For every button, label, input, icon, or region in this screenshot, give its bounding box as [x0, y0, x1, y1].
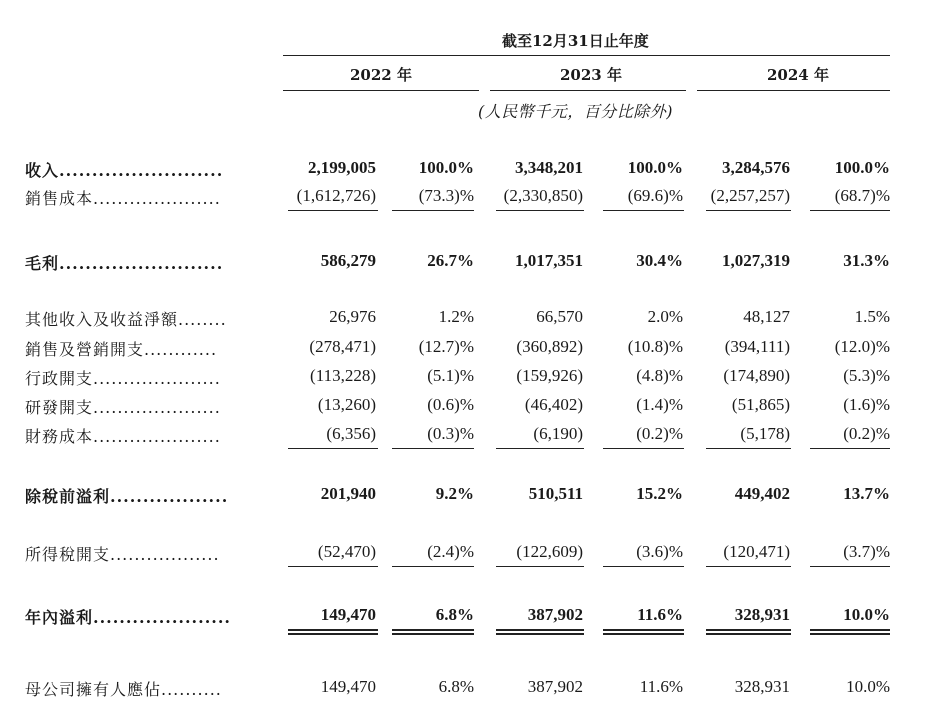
cell-value: (52,470) [317, 542, 376, 561]
subtotal-rule [603, 566, 684, 567]
cell-value: (0.6)% [427, 395, 474, 414]
cell-value: 3,348,201 [515, 158, 583, 177]
year-header-2024: 2024 年 [767, 66, 829, 84]
cell-value: 31.3% [843, 251, 890, 270]
cell-value: (46,402) [524, 395, 583, 414]
cell-value: 449,402 [734, 484, 790, 503]
cell-value: 201,940 [320, 484, 376, 503]
total-double-rule [706, 629, 791, 635]
cell-value: (1.4)% [636, 395, 683, 414]
subtotal-rule [706, 210, 791, 211]
cell-value: (113,228) [310, 366, 376, 385]
year-header-2022: 2022 年 [350, 66, 412, 84]
cell-value: 15.2% [636, 484, 683, 503]
total-double-rule [810, 629, 890, 635]
cell-value: 586,279 [320, 251, 376, 270]
cell-value: (0.2)% [636, 424, 683, 443]
cell-value: 2,199,005 [308, 158, 376, 177]
cell-value: (4.8)% [636, 366, 683, 385]
cell-value: (51,865) [731, 395, 790, 414]
subtotal-rule [392, 448, 474, 449]
cell-value: 2.0% [647, 307, 683, 326]
year-underline-2023 [490, 90, 686, 91]
subtotal-rule [496, 566, 584, 567]
cell-value: (120,471) [723, 542, 790, 561]
cell-value: 26,976 [329, 307, 376, 326]
cell-value: (174,890) [723, 366, 790, 385]
cell-value: (69.6)% [627, 186, 683, 205]
cell-value: (2,257,257) [710, 186, 790, 205]
cell-value: 11.6% [637, 605, 683, 624]
cell-value: 149,470 [320, 677, 376, 696]
subtotal-rule [603, 448, 684, 449]
cell-value: (122,609) [516, 542, 583, 561]
period-underline [283, 55, 890, 56]
cell-value: 387,902 [527, 605, 583, 624]
row-label: 母公司擁有人應佔.......... [25, 680, 222, 699]
cell-value: (2.4)% [427, 542, 474, 561]
cell-value: 10.0% [846, 677, 890, 696]
year-underline-2022 [283, 90, 479, 91]
subtotal-rule [810, 448, 890, 449]
row-label: 研發開支..................... [25, 398, 221, 417]
cell-value: 6.8% [438, 677, 474, 696]
cell-value: 1.5% [854, 307, 890, 326]
row-label: 年內溢利..................... [25, 608, 231, 627]
cell-value: 100.0% [834, 158, 890, 177]
cell-value: (1.6)% [843, 395, 890, 414]
row-label: 銷售成本..................... [25, 189, 221, 208]
row-label: 其他收入及收益淨額........ [25, 310, 227, 329]
cell-value: (159,926) [516, 366, 583, 385]
cell-value: 100.0% [627, 158, 683, 177]
cell-value: 10.0% [843, 605, 890, 624]
cell-value: (278,471) [309, 337, 376, 356]
cell-value: 6.8% [435, 605, 474, 624]
row-label: 除稅前溢利.................. [25, 487, 229, 506]
total-double-rule [496, 629, 584, 635]
cell-value: 9.2% [435, 484, 474, 503]
unit-note: (人民幣千元，百分比除外) [478, 102, 673, 121]
cell-value: 1,017,351 [515, 251, 583, 270]
subtotal-rule [392, 210, 474, 211]
subtotal-rule [392, 566, 474, 567]
cell-value: (0.2)% [843, 424, 890, 443]
period-header: 截至12月31日止年度 [502, 32, 649, 50]
cell-value: (3.6)% [636, 542, 683, 561]
cell-value: (6,356) [326, 424, 376, 443]
cell-value: (0.3)% [427, 424, 474, 443]
total-double-rule [603, 629, 684, 635]
subtotal-rule [288, 448, 378, 449]
subtotal-rule [288, 566, 378, 567]
cell-value: (1,612,726) [296, 186, 376, 205]
cell-value: 48,127 [743, 307, 790, 326]
year-header-2023: 2023 年 [560, 66, 622, 84]
cell-value: 3,284,576 [722, 158, 790, 177]
cell-value: 100.0% [418, 158, 474, 177]
subtotal-rule [810, 566, 890, 567]
cell-value: (12.0)% [834, 337, 890, 356]
cell-value: 26.7% [427, 251, 474, 270]
row-label: 所得稅開支.................. [25, 545, 220, 564]
year-underline-2024 [697, 90, 890, 91]
cell-value: (13,260) [317, 395, 376, 414]
cell-value: 510,511 [528, 484, 583, 503]
row-label: 毛利......................... [25, 254, 224, 273]
row-label: 銷售及營銷開支............ [25, 340, 218, 359]
cell-value: 13.7% [843, 484, 890, 503]
row-label: 收入......................... [25, 161, 224, 180]
cell-value: (3.7)% [843, 542, 890, 561]
cell-value: 387,902 [527, 677, 583, 696]
cell-value: 66,570 [536, 307, 583, 326]
cell-value: 328,931 [734, 677, 790, 696]
cell-value: (2,330,850) [503, 186, 583, 205]
cell-value: (5.3)% [843, 366, 890, 385]
cell-value: 328,931 [734, 605, 790, 624]
cell-value: (394,111) [724, 337, 790, 356]
subtotal-rule [706, 448, 791, 449]
cell-value: (6,190) [533, 424, 583, 443]
total-double-rule [392, 629, 474, 635]
subtotal-rule [496, 210, 584, 211]
cell-value: (5.1)% [427, 366, 474, 385]
row-label: 行政開支..................... [25, 369, 221, 388]
cell-value: 1,027,319 [722, 251, 790, 270]
cell-value: 1.2% [438, 307, 474, 326]
cell-value: 11.6% [639, 677, 683, 696]
cell-value: (10.8)% [627, 337, 683, 356]
subtotal-rule [706, 566, 791, 567]
subtotal-rule [288, 210, 378, 211]
row-label: 財務成本..................... [25, 427, 221, 446]
cell-value: (68.7)% [834, 186, 890, 205]
cell-value: (5,178) [740, 424, 790, 443]
cell-value: 149,470 [320, 605, 376, 624]
cell-value: (360,892) [516, 337, 583, 356]
total-double-rule [288, 629, 378, 635]
cell-value: (73.3)% [418, 186, 474, 205]
cell-value: (12.7)% [418, 337, 474, 356]
subtotal-rule [810, 210, 890, 211]
subtotal-rule [496, 448, 584, 449]
subtotal-rule [603, 210, 684, 211]
cell-value: 30.4% [636, 251, 683, 270]
